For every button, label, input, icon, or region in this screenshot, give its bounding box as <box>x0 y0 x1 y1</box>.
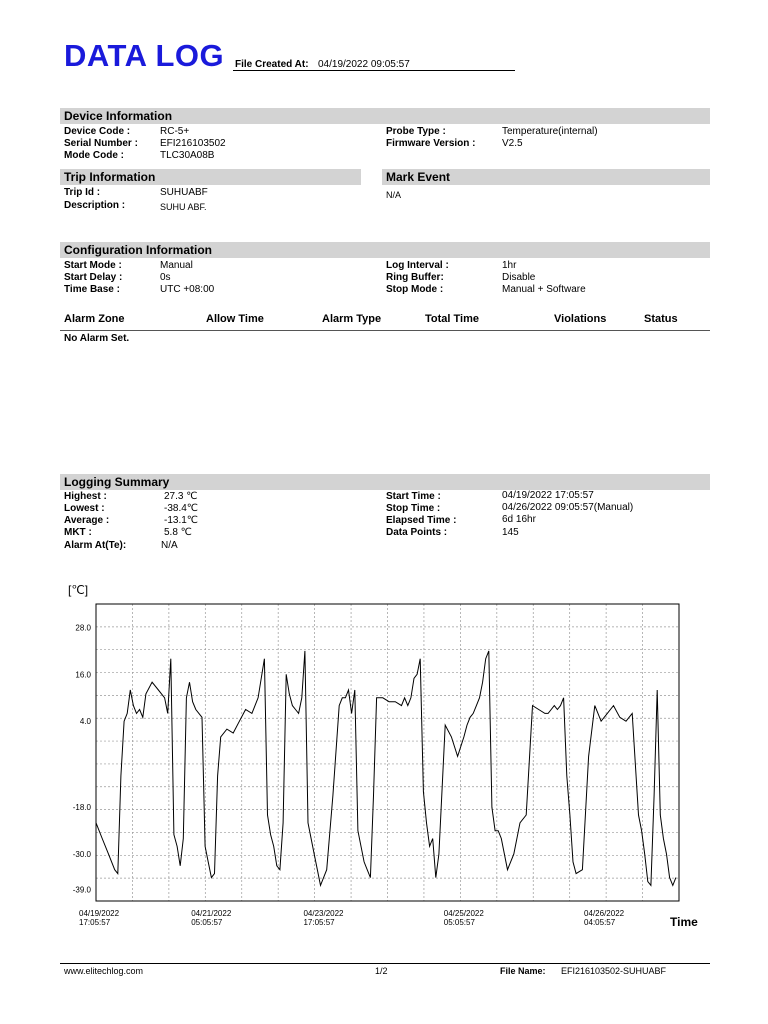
trip-info-header: Trip Information <box>60 169 361 185</box>
start-mode-value: Manual <box>160 260 193 271</box>
start-time-value: 04/19/2022 17:05:57 <box>502 490 594 501</box>
footer-file-label: File Name: <box>500 966 546 976</box>
highest-value: 27.3 ℃ <box>164 491 198 502</box>
report-title: DATA LOG <box>64 38 225 73</box>
average-label: Average : <box>64 515 110 526</box>
y-tick-label: 16.0 <box>75 670 91 680</box>
x-tick-time: 17:05:57 <box>303 918 335 927</box>
created-value: 04/19/2022 09:05:57 <box>318 59 410 70</box>
x-tick-date: 04/19/2022 <box>79 909 120 918</box>
x-tick-date: 04/25/2022 <box>443 909 484 918</box>
serial-number-label: Serial Number : <box>64 138 138 149</box>
footer-divider <box>60 963 710 964</box>
mkt-value: 5.8 ℃ <box>164 527 192 538</box>
lowest-value: -38.4℃ <box>164 503 199 514</box>
violations-header: Violations <box>554 313 607 325</box>
stop-time-label: Stop Time : <box>386 503 441 514</box>
temperature-series-line <box>96 651 676 886</box>
ring-buffer-label: Ring Buffer: <box>386 272 444 283</box>
x-tick-time: 17:05:57 <box>79 918 111 927</box>
x-tick-time: 04:05:57 <box>584 918 616 927</box>
y-tick-label: -39.0 <box>72 885 91 895</box>
probe-type-value: Temperature(internal) <box>502 126 598 137</box>
serial-number-value: EFI216103502 <box>160 138 226 149</box>
temperature-chart <box>0 575 768 935</box>
allow-time-header: Allow Time <box>206 313 264 325</box>
description-value: SUHU ABF. <box>160 202 207 212</box>
alarm-zone-header: Alarm Zone <box>64 313 125 325</box>
alarm-at-label: Alarm At(Te): <box>64 540 127 551</box>
trip-id-label: Trip Id : <box>64 187 101 198</box>
start-delay-value: 0s <box>160 272 171 283</box>
x-tick-date: 04/21/2022 <box>191 909 232 918</box>
trip-id-value: SUHUABF <box>160 187 208 198</box>
footer-file-name: EFI216103502-SUHUABF <box>561 966 667 976</box>
created-underline <box>233 70 515 71</box>
y-tick-label: -18.0 <box>72 803 91 813</box>
y-axis-label: [℃] <box>68 583 89 597</box>
average-value: -13.1℃ <box>164 515 199 526</box>
data-points-value: 145 <box>502 527 519 538</box>
alarm-type-header: Alarm Type <box>322 313 382 325</box>
elapsed-time-value: 6d 16hr <box>502 514 536 525</box>
footer-page-number: 1/2 <box>375 966 388 976</box>
x-tick-date: 04/23/2022 <box>303 909 344 918</box>
probe-type-label: Probe Type : <box>386 126 446 137</box>
firmware-value: V2.5 <box>502 138 523 149</box>
description-label: Description : <box>64 200 126 211</box>
start-mode-label: Start Mode : <box>64 260 122 271</box>
mkt-label: MKT : <box>64 527 92 538</box>
alarm-table-divider <box>60 330 710 331</box>
mark-event-header: Mark Event <box>382 169 710 185</box>
device-code-value: RC-5+ <box>160 126 190 137</box>
lowest-label: Lowest : <box>64 503 105 514</box>
start-time-label: Start Time : <box>386 491 441 502</box>
mark-event-value: N/A <box>386 190 402 200</box>
start-delay-label: Start Delay : <box>64 272 123 283</box>
config-info-header: Configuration Information <box>60 242 710 258</box>
device-code-label: Device Code : <box>64 126 131 137</box>
created-label: File Created At: <box>235 59 309 70</box>
x-tick-date: 04/26/2022 <box>584 909 625 918</box>
no-alarm-note: No Alarm Set. <box>64 333 130 344</box>
ring-buffer-value: Disable <box>502 272 536 283</box>
stop-mode-value: Manual + Software <box>502 284 586 295</box>
x-tick-time: 05:05:57 <box>443 918 475 927</box>
log-interval-label: Log Interval : <box>386 260 449 271</box>
highest-label: Highest : <box>64 491 107 502</box>
mode-code-label: Mode Code : <box>64 150 124 161</box>
status-header: Status <box>644 313 678 325</box>
y-tick-label: -30.0 <box>72 850 91 860</box>
y-tick-label: 28.0 <box>75 623 91 633</box>
footer-site: www.elitechlog.com <box>64 966 144 976</box>
total-time-header: Total Time <box>425 313 479 325</box>
time-base-value: UTC +08:00 <box>160 284 215 295</box>
stop-time-value: 04/26/2022 09:05:57(Manual) <box>502 502 634 513</box>
data-points-label: Data Points : <box>386 527 448 538</box>
firmware-label: Firmware Version : <box>386 138 476 149</box>
stop-mode-label: Stop Mode : <box>386 284 444 295</box>
time-base-label: Time Base : <box>64 284 120 295</box>
log-interval-value: 1hr <box>502 260 517 271</box>
alarm-at-value: N/A <box>161 540 178 551</box>
elapsed-time-label: Elapsed Time : <box>386 515 457 526</box>
logging-summary-header: Logging Summary <box>60 474 710 490</box>
y-tick-label: 4.0 <box>79 717 91 727</box>
mode-code-value: TLC30A08B <box>160 150 215 161</box>
device-info-header: Device Information <box>60 108 710 124</box>
x-axis-label: Time <box>670 915 698 929</box>
x-tick-time: 05:05:57 <box>191 918 223 927</box>
